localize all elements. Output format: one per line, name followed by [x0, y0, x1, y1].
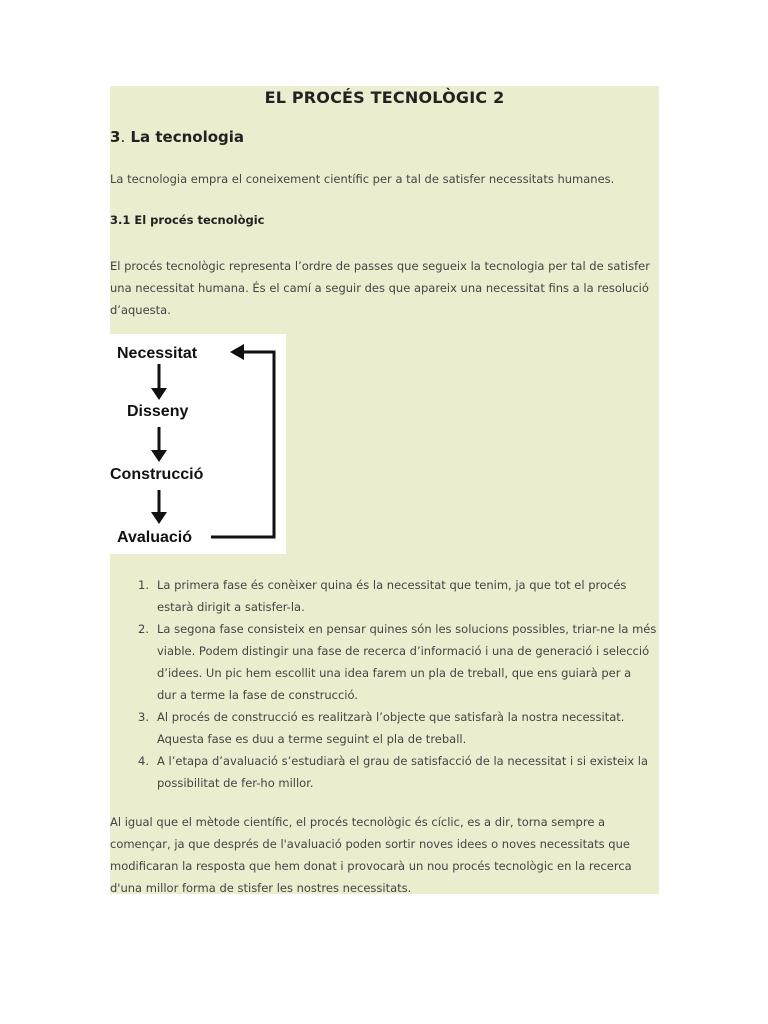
steps-list [133, 574, 656, 794]
list-item [133, 750, 656, 794]
diagram-step-disseny: Disseny [127, 403, 189, 420]
section-heading: 3. La tecnologia [110, 128, 245, 146]
list-item-number: 1. [138, 578, 149, 592]
intro-paragraph: La tecnologia empra el coneixement científic per a tal de satisfer necessitats humanes. [110, 172, 615, 186]
list-item-line: Aquesta fase es duu a terme seguint el pla de treball. [157, 732, 467, 746]
list-item-line: A l’etapa d’avaluació s’estudiarà el grau de satisfacció de la necessitat i si existeix la [157, 754, 649, 768]
list-item [133, 574, 656, 618]
down-arrow-icon [151, 427, 167, 462]
subsection-title: 3.1 El procés tecnològic [110, 213, 265, 227]
list-item-line: estarà dirigit a satisfer-la. [157, 600, 305, 614]
list-item-number: 4. [138, 754, 149, 768]
page-title: EL PROCÉS TECNOLÒGIC 2 [264, 88, 505, 107]
paragraph-line: Al igual que el mètode científic, el procés tecnològic és cíclic, es a dir, torna sempre a [110, 815, 606, 829]
paragraph-line: modificaran la resposta que hem donat i provocarà un nou procés tecnològic en la recerca [110, 859, 632, 873]
diagram-step-construccio: Construcció [110, 466, 204, 483]
diagram-step-avaluacio: Avaluació [117, 529, 192, 546]
cycle-return-arrow-icon [211, 344, 274, 537]
conclusion-paragraph [110, 811, 632, 899]
list-item-line: d’idees. Un pic hem escollit una idea farem un pla de treball, que ens guiarà per a [157, 666, 632, 680]
paragraph-line: d’aquesta. [110, 303, 171, 317]
list-item-line: possibilitat de fer-ho millor. [157, 776, 314, 790]
process-paragraph [110, 255, 650, 321]
paragraph-line: començar, ja que després de l'avaluació poden sortir noves idees o noves necessitats que [110, 837, 630, 851]
list-item-line: viable. Podem distingir una fase de recerca d’informació i una de generació i selecció [157, 644, 650, 658]
list-item [133, 618, 656, 706]
down-arrow-icon [151, 364, 167, 400]
paragraph-line: El procés tecnològic representa l’ordre de passes que segueix la tecnologia per tal de satisfer [110, 259, 650, 273]
list-item-number: 3. [138, 710, 149, 724]
list-item-line: La segona fase consisteix en pensar quines són les solucions possibles, triar-ne la més [157, 622, 657, 636]
list-item-number: 2. [138, 622, 149, 636]
paragraph-line: d'una millor forma de stisfer les nostres necessitats. [110, 881, 412, 895]
list-item-line: La primera fase és conèixer quina és la necessitat que tenim, ja que tot el procés [157, 578, 627, 592]
list-item-line: Al procés de construcció es realitzarà l’objecte que satisfarà la nostra necessitat. [157, 710, 625, 724]
list-item [133, 706, 656, 750]
down-arrow-icon [151, 490, 167, 524]
process-cycle-diagram [110, 334, 286, 554]
list-item-line: dur a terme la fase de construcció. [157, 688, 358, 702]
section-title: La tecnologia [130, 128, 245, 146]
diagram-step-necessitat: Necessitat [117, 345, 198, 362]
paragraph-line: una necessitat humana. És el camí a seguir des que apareix una necessitat fins a la resolució [110, 281, 649, 295]
section-number: 3 [110, 128, 121, 146]
